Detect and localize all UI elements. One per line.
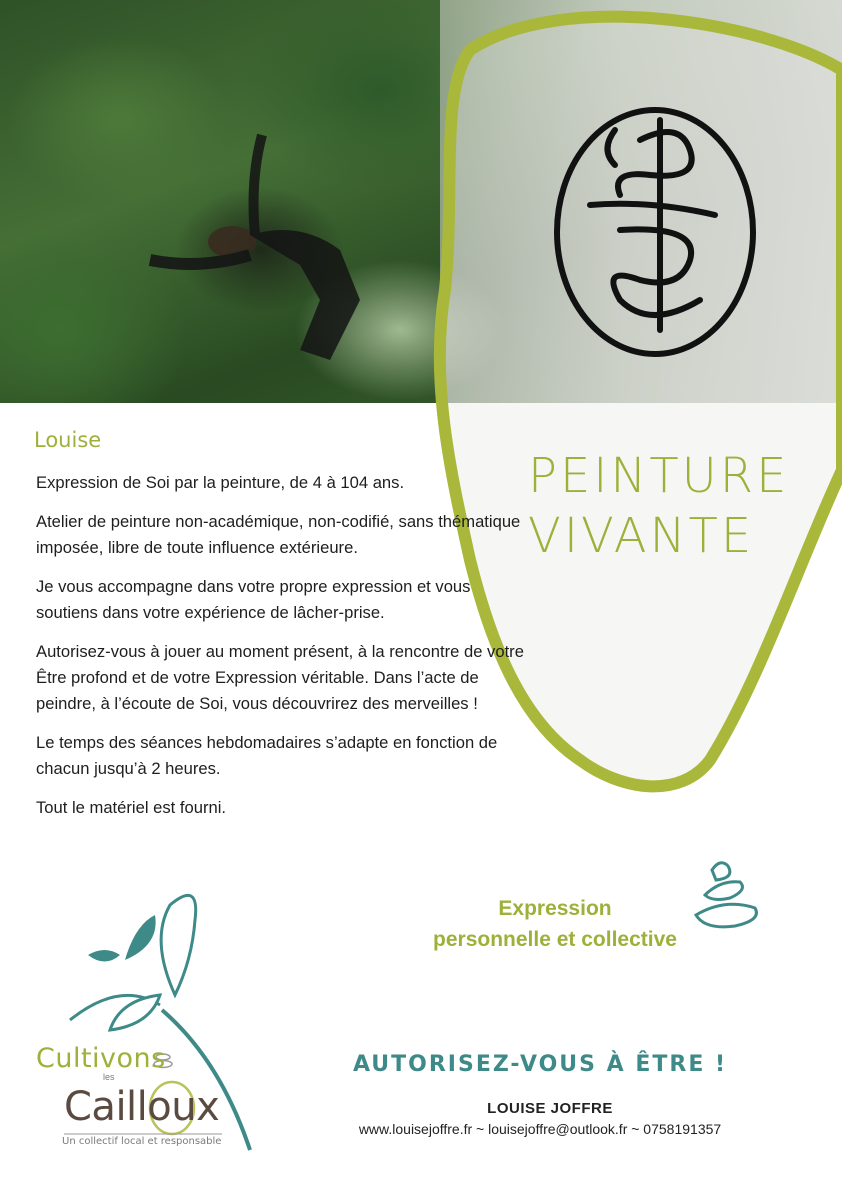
page-title [528,446,788,566]
title-line-2: VIVANTE [528,508,755,564]
contact-name: LOUISE JOFFRE [487,1100,613,1117]
tagline [400,893,710,955]
paragraph-3: Je vous accompagne dans votre propre expression et vous soutiens dans votre expérience de lâcher-prise. [36,577,471,622]
dancer-silhouette [150,135,360,360]
logo-word-cailloux: Cailloux [64,1084,220,1130]
title-line-1: PEINTURE [528,448,790,504]
contact-details: www.louisejoffre.fr ~ louisejoffre@outlook.fr ~ 0758191357 [358,1121,722,1137]
logo-word-les: les [103,1072,115,1082]
author-name: Louise [34,428,102,452]
tagline-line-2: personnelle et collective [433,928,677,951]
description-text [36,470,536,834]
paragraph-2: Atelier de peinture non-académique, non-codifié, sans thématique imposée, libre de toute influence extérieure. [36,512,521,557]
tagline-line-1: Expression [498,897,612,920]
paragraph-1: Expression de Soi par la peinture, de 4 à 104 ans. [36,473,405,492]
logo-word-cultivons: Cultivons [36,1043,166,1074]
paragraph-5: Le temps des séances hebdomadaires s’adapte en fonction de chacun jusqu’à 2 heures. [36,733,498,778]
paragraph-6: Tout le matériel est fourni. [36,798,226,817]
logo-subtitle: Un collectif local et responsable [62,1136,222,1147]
paragraph-4: Autorisez-vous à jouer au moment présent, à la rencontre de votre Être profond et de votre Expression véritable. Dans l’acte de peindre, à l’écoute de Soi, vous découvrirez des merveilles ! [36,642,524,713]
slogan: AUTORISEZ-VOUS À ÊTRE ! [352,1052,728,1077]
